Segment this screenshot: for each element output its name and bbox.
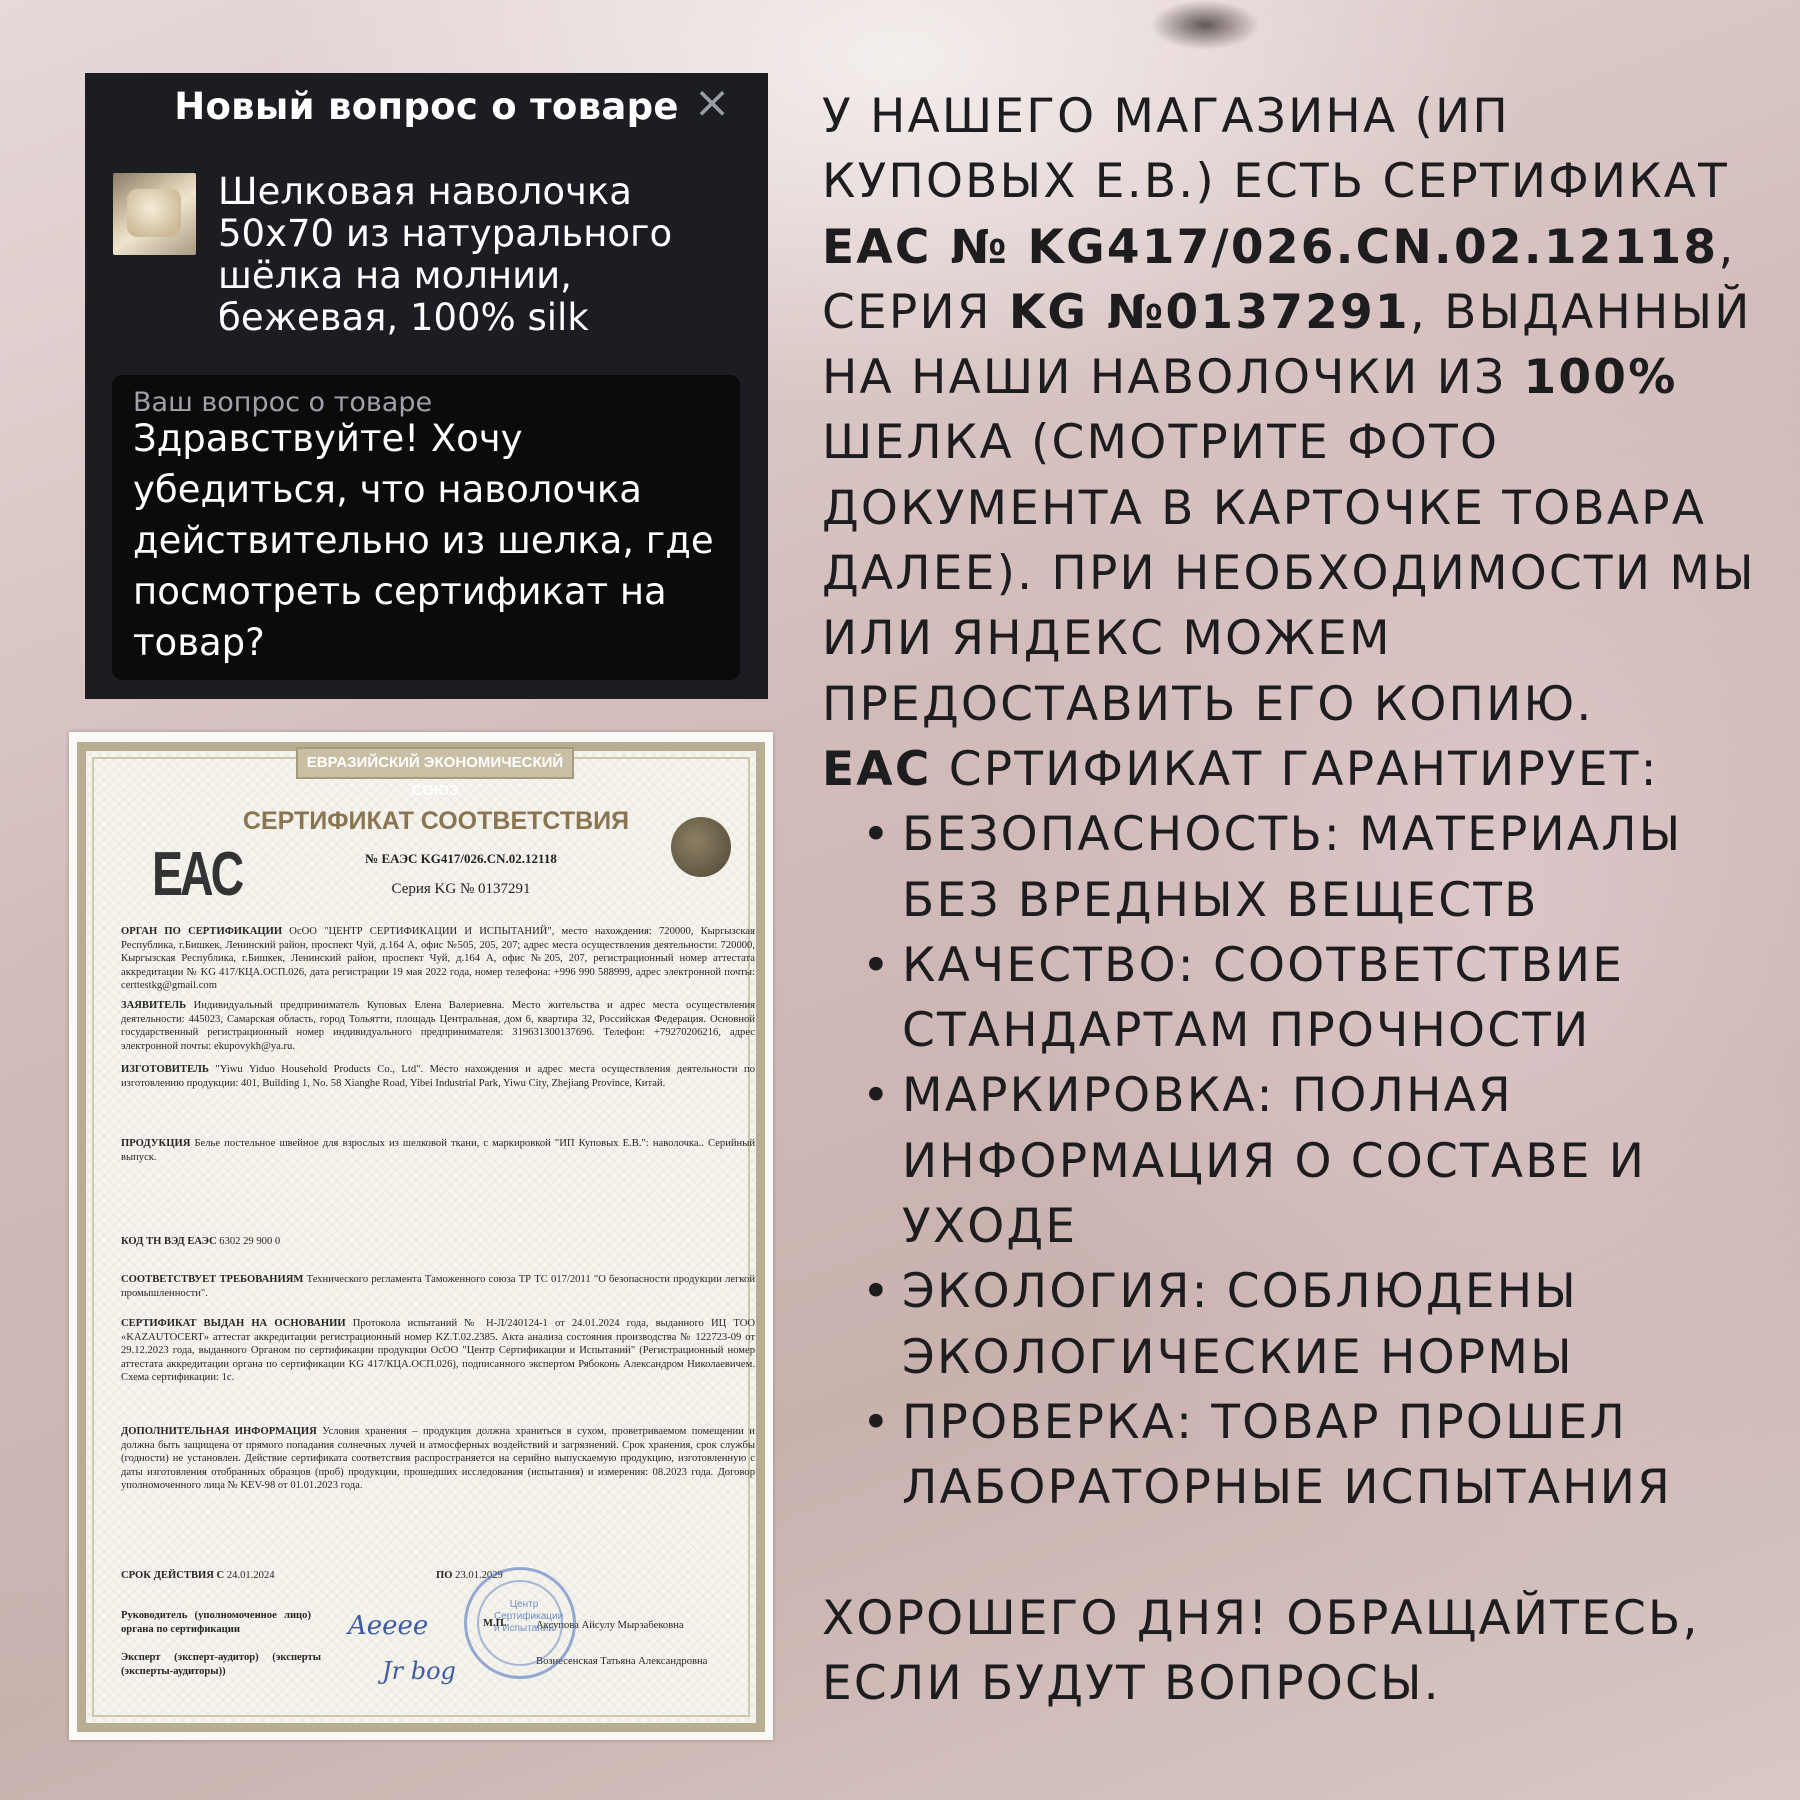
info-text <box>822 84 1782 1716</box>
extra-info-section: ДОПОЛНИТЕЛЬНАЯ ИНФОРМАЦИЯ Условия хранения – продукция должна храниться в сухом, проветриваемом помещении и должна быть защищена от прямого попадания солнечных лучей и атмосферных воздействий и загрязнений. Срок хранения, срок службы (годности) не установлен. Действие сертификата соответствия распространяется на серийно выпускаемую продукцию, изготовленную с даты изготовления отобранных образцов (проб) продукции, прошедших исследования (испытания) и измерения: 08.2023 года. Договор уполномоченного лица № KEV-98 от 01.01.2023 года. <box>121 1426 755 1491</box>
hologram-seal <box>671 817 731 877</box>
product-name: Шелковая наволочка 50х70 из натурального шёлка на молнии, бежевая, 100% silk <box>218 170 673 339</box>
expert-name: Вознесенская Татьяна Александровна <box>536 1656 708 1667</box>
head-name: Аксупова Айсулу Мырзабековна <box>536 1620 684 1631</box>
list-item: • ЭКОЛОГИЯ: СОБЛЮДЕНЫ ЭКОЛОГИЧЕСКИЕ НОРМЫ <box>902 1259 1782 1390</box>
question-field[interactable] <box>112 375 740 680</box>
mp-label: М.П. <box>483 1618 507 1629</box>
certificate-title: СЕРТИФИКАТ СООТВЕТСТВИЯ <box>242 807 630 835</box>
head-label: Руководитель (уполномоченное лицо) органа по сертификации <box>121 1610 311 1635</box>
dialog-title: Новый вопрос о товаре <box>174 85 679 128</box>
question-dialog <box>85 73 768 699</box>
list-item: • МАРКИРОВКА: ПОЛНАЯ ИНФОРМАЦИЯ О СОСТАВЕ И УХОДЕ <box>902 1063 1782 1259</box>
list-item: • КАЧЕСТВО: СООТВЕТСТВИЕ СТАНДАРТАМ ПРОЧНОСТИ <box>902 933 1782 1064</box>
closing-text: ХОРОШЕГО ДНЯ! ОБРАЩАЙТЕСЬ, ЕСЛИ БУДУТ ВОПРОСЫ. <box>822 1590 1700 1711</box>
list-item: • БЕЗОПАСНОСТЬ: МАТЕРИАЛЫ БЕЗ ВРЕДНЫХ ВЕЩЕСТВ <box>902 802 1782 933</box>
validity-to: ПО 23.01.2029 <box>436 1570 503 1581</box>
expert-label: Эксперт (эксперт-аудитор) (эксперты (эксперты-аудиторы)) <box>121 1652 321 1677</box>
certificate-number: № ЕАЭС KG417/026.CN.02.12118 <box>365 851 557 866</box>
stamp-text: Центр Сертификации и Испытаний <box>494 1599 564 1634</box>
close-icon[interactable]: × <box>693 77 731 128</box>
certificate-frame <box>77 742 765 1732</box>
certificate-series: Серия KG № 0137291 <box>391 881 531 897</box>
certificate-image <box>69 732 773 1740</box>
product-thumbnail <box>113 173 196 255</box>
info-paragraph-1: У НАШЕГО МАГАЗИНА (ИП КУПОВЫХ Е.В.) ЕСТЬ СЕРТИФИКАТ EAC № KG417/026.CN.02.12118, СЕРИЯ KG №0137291, ВЫДАННЫЙ НА НАШИ НАВОЛОЧКИ ИЗ 100% ШЕЛКА (СМОТРИТЕ ФОТО ДОКУМЕНТА В КАРТОЧКЕ ТОВАРА ДАЛЕЕ). ПРИ НЕОБХОДИМОСТИ МЫ ИЛИ ЯНДЕКС МОЖЕМ ПРЕДОСТАВИТЬ ЕГО КОПИЮ. <box>822 89 1756 732</box>
head-signature: Aeeee <box>348 1611 429 1641</box>
info-paragraph-2: EAC СРТИФИКАТ ГАРАНТИРУЕТ: <box>822 741 1659 797</box>
applicant-section: ЗАЯВИТЕЛЬ Индивидуальный предприниматель Куповых Елена Валериевна. Место жительства и адрес места осуществления деятельности: 445023, Самарская область, город Тольятти, площадь Центральная, дом 6, квартира 32, Российская Федерация. Основной государственный регистрационный номер индивидуального предпринимателя: 319631300137696. Телефон: +79270206216, адрес электронной почты: ekupovykh@ya.ru. <box>121 1000 755 1052</box>
question-label: Ваш вопрос о товаре <box>133 387 433 418</box>
code-section: КОД ТН ВЭД ЕАЭС 6302 29 900 0 <box>121 1236 281 1247</box>
conforms-section: СООТВЕТСТВУЕТ ТРЕБОВАНИЯМ Технического регламента Таможенного союза ТР ТС 017/2011 "О безопасности продукции легкой промышленности". <box>121 1274 756 1299</box>
question-text: Здравствуйте! Хочу убедиться, что наволочка действительно из шелка, где посмотреть сертификат на товар? <box>133 417 714 664</box>
product-section: ПРОДУКЦИЯ Белье постельное швейное для взрослых из шелковой ткани, с маркировкой "ИП Куповых Е.В.": наволочка.. Серийный выпуск. <box>121 1138 755 1163</box>
validity-from: СРОК ДЕЙСТВИЯ С 24.01.2024 <box>121 1570 275 1581</box>
eac-mark: EAC <box>152 840 242 909</box>
basis-section: СЕРТИФИКАТ ВЫДАН НА ОСНОВАНИИ Протокола испытаний № Н-Л/240124-1 от 24.01.2024 года, выданного ИЦ ТОО «KAZAUTOCERT» аттестат аккредитации регистрационный номер KZ.T.02.2385. Акта анализа состояния производства № 122723-09 от 29.12.2023 года, выданного Органом по сертификации продукции ОсОО "Центр Сертификации и Испытаний" (Регистрационный номер аттестата аккредитации органа по сертификации KG 417/КЦА.ОСП.026), подписанного экспертом Рябоконь Александром Николаевичем. Схема сертификации: 1с. <box>121 1318 756 1383</box>
expert-signature: Jr bog <box>382 1657 456 1685</box>
maker-section: ИЗГОТОВИТЕЛЬ "Yiwu Yiduo Household Products Co., Ltd". Место нахождения и адрес места осуществления деятельности по изготовлению продукции: 401, Building 1, No. 58 Xianghe Road, Yibei Industrial Park, Yiwu City, Zhejiang Province, Китай. <box>121 1064 755 1089</box>
organ-section: ОРГАН ПО СЕРТИФИКАЦИИ ОсОО "ЦЕНТР СЕРТИФИКАЦИИ И ИСПЫТАНИЙ", место нахождения: 720000, Кыргызская Республика, г.Бишкек, Ленинский район, проспект Чуй, д.164 А, офис №505, 205, 207; адрес места осуществления деятельности: 720000, Кыргызская Республика, г.Бишкек, Ленинский район, проспект Чуй, д.164 А, офис №205, 207, регистрационный номер аттестата аккредитации № KG 417/КЦА.ОСП.026, дата регистрации 19 мая 2022 года, номер телефона: +996 990 588999, адрес электронной почты: certtestkg@gmail.com <box>121 926 755 991</box>
guarantee-list <box>822 802 1782 1520</box>
background-shadow <box>1150 0 1260 50</box>
list-item: • ПРОВЕРКА: ТОВАР ПРОШЕЛ ЛАБОРАТОРНЫЕ ИСПЫТАНИЯ <box>902 1390 1782 1521</box>
union-banner: ЕВРАЗИЙСКИЙ ЭКОНОМИЧЕСКИЙ СОЮЗ <box>296 747 574 779</box>
